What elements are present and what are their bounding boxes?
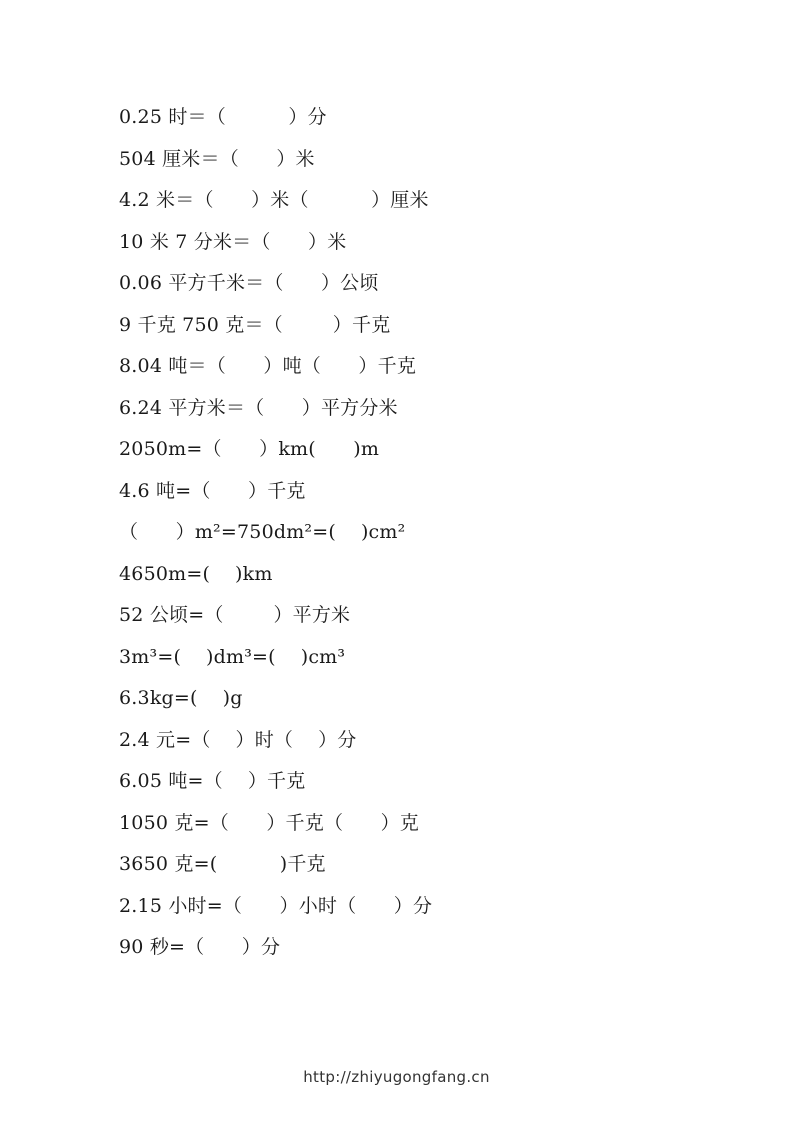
exercise-line: 0.06 平方千米＝（ ）公顷 (119, 272, 379, 294)
exercise-line: 6.3kg=( )g (119, 687, 243, 709)
exercise-line: 4.6 吨=（ ）千克 (119, 479, 306, 502)
exercise-line: 504 厘米＝（ ）米 (119, 147, 315, 170)
exercise-line: 3m³=( )dm³=( )cm³ (119, 645, 346, 668)
exercise-line: 8.04 吨＝（ ）吨（ ）千克 (119, 355, 417, 377)
exercise-line: 6.05 吨=（ ）千克 (119, 770, 306, 792)
exercise-line: 90 秒=（ ）分 (119, 936, 281, 958)
exercise-line: 0.25 时＝（ ）分 (119, 106, 327, 128)
exercise-line: 4650m=( )km (119, 562, 273, 585)
exercise-line: 52 公顷=（ ）平方米 (119, 604, 351, 626)
exercise-line: 2050m=（ ）km( )m (119, 438, 380, 460)
exercise-line: 2.15 小时=（ ）小时（ ）分 (119, 894, 433, 917)
exercise-line: 4.2 米＝（ ）米（ ）厘米 (119, 189, 429, 211)
exercise-list (119, 101, 679, 973)
exercise-line: 10 米 7 分米＝（ ）米 (119, 230, 347, 253)
exercise-line: 6.24 平方米＝（ ）平方分米 (119, 396, 398, 419)
exercise-line: 3650 克=( )千克 (119, 853, 326, 875)
exercise-line: 1050 克=（ ）千克（ ）克 (119, 811, 419, 834)
exercise-line: 2.4 元=（ ）时（ ）分 (119, 728, 357, 751)
exercise-line: （ ）m²=750dm²=( )cm² (119, 521, 406, 543)
exercise-line: 9 千克 750 克＝（ ）千克 (119, 313, 391, 336)
footer-url: http://zhiyugongfang.cn (303, 1068, 490, 1086)
